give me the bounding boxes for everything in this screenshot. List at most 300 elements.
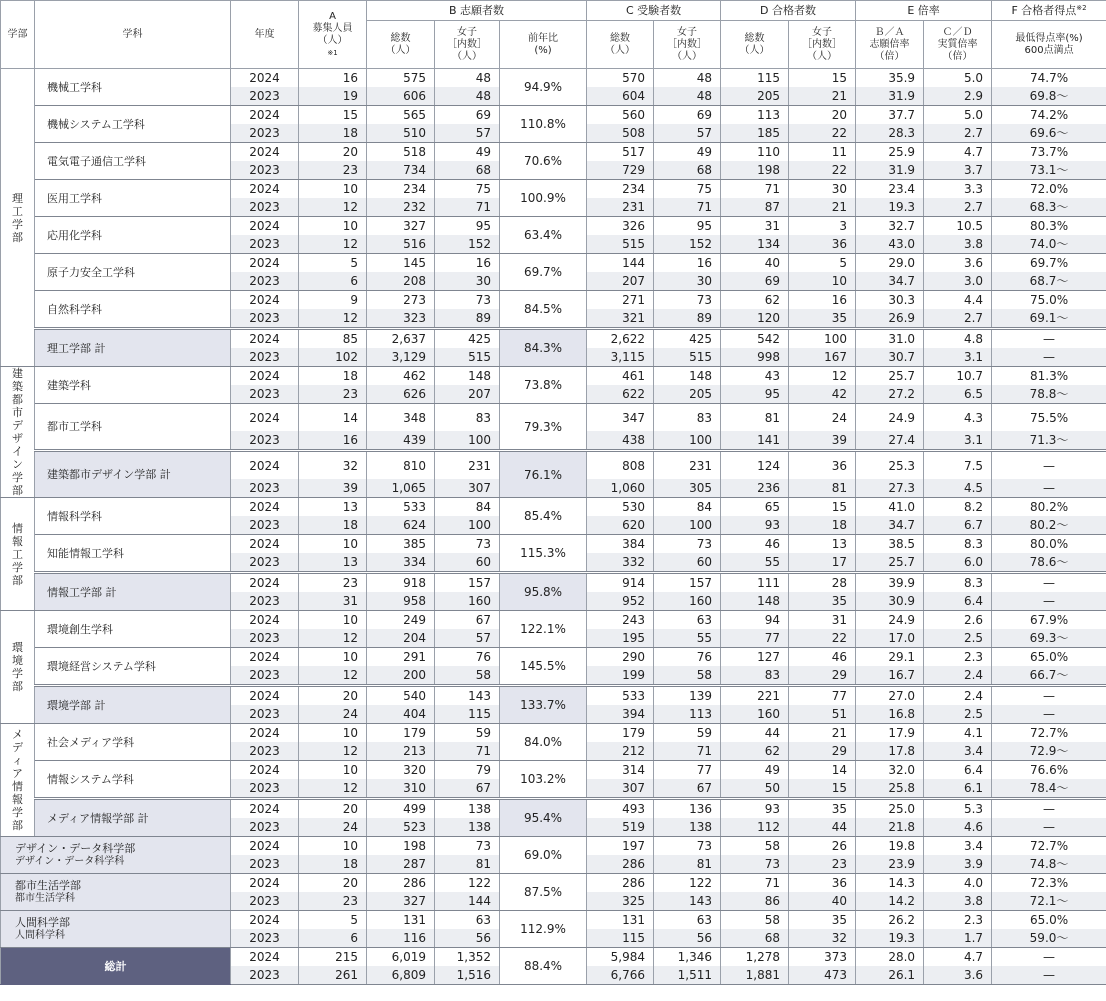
cell-applicants-female: 48 — [435, 69, 500, 88]
cell-examinees-female: 136 — [654, 799, 721, 819]
cell-examinees-female: 157 — [654, 573, 721, 593]
cell-passers-female: 77 — [789, 686, 856, 706]
dept-name: 環境経営システム学科 — [35, 648, 231, 686]
cell-year: 2023 — [231, 553, 299, 573]
cell-applicants-total: 523 — [367, 818, 435, 837]
cell-applicants-total: 575 — [367, 69, 435, 88]
cell-quota: 12 — [299, 629, 367, 648]
grand-total-label: 総計 — [1, 948, 231, 985]
cell-ba-ratio: 14.3 — [856, 874, 924, 893]
cell-examinees-female: 89 — [654, 309, 721, 329]
cell-cd-ratio: 5.0 — [924, 106, 992, 125]
cell-ba-ratio: 35.9 — [856, 69, 924, 88]
cell-min-score: — — [992, 966, 1106, 985]
cell-cd-ratio: 3.3 — [924, 180, 992, 199]
cell-applicants-total: 404 — [367, 705, 435, 724]
cell-ba-ratio: 29.0 — [856, 254, 924, 273]
cell-examinees-total: 286 — [587, 855, 654, 874]
table-row — [1, 180, 1106, 199]
cell-applicants-total: 310 — [367, 779, 435, 799]
table-row — [1, 948, 1106, 967]
cell-applicants-total: 232 — [367, 198, 435, 217]
cell-year: 2024 — [231, 217, 299, 236]
cell-passers-total: 110 — [721, 143, 789, 162]
cell-passers-female: 42 — [789, 385, 856, 404]
cell-quota: 12 — [299, 235, 367, 254]
cell-ba-ratio: 34.7 — [856, 516, 924, 535]
cell-quota: 12 — [299, 742, 367, 761]
cell-ba-ratio: 39.9 — [856, 573, 924, 593]
cell-examinees-total: 144 — [587, 254, 654, 273]
table-row — [1, 404, 1106, 432]
cell-cd-ratio: 3.4 — [924, 837, 992, 856]
cell-quota: 20 — [299, 874, 367, 893]
cell-applicants-total: 439 — [367, 431, 435, 451]
cell-quota: 19 — [299, 87, 367, 106]
cell-examinees-total: 533 — [587, 686, 654, 706]
cell-applicants-total: 462 — [367, 367, 435, 386]
cell-applicants-total: 565 — [367, 106, 435, 125]
cell-year: 2024 — [231, 451, 299, 480]
cell-cd-ratio: 3.7 — [924, 161, 992, 180]
cell-quota: 20 — [299, 143, 367, 162]
cell-quota: 10 — [299, 761, 367, 780]
cell-min-score: 69.1～ — [992, 309, 1106, 329]
cell-examinees-total: 243 — [587, 611, 654, 630]
cell-passers-total: 81 — [721, 404, 789, 432]
cell-min-score: 59.0～ — [992, 929, 1106, 948]
cell-applicants-female: 81 — [435, 855, 500, 874]
cell-quota: 9 — [299, 291, 367, 310]
cell-ba-ratio: 26.2 — [856, 911, 924, 930]
cell-prev-year-ratio: 100.9% — [500, 180, 587, 217]
cell-applicants-female: 148 — [435, 367, 500, 386]
cell-examinees-total: 290 — [587, 648, 654, 667]
cell-cd-ratio: 2.3 — [924, 648, 992, 667]
cell-examinees-total: 517 — [587, 143, 654, 162]
cell-applicants-female: 58 — [435, 666, 500, 686]
cell-applicants-total: 273 — [367, 291, 435, 310]
table-row — [1, 291, 1106, 310]
cell-passers-total: 141 — [721, 431, 789, 451]
cell-prev-year-ratio: 112.9% — [500, 911, 587, 948]
dept-name: 医用工学科 — [35, 180, 231, 217]
cell-applicants-female: 231 — [435, 451, 500, 480]
cell-year: 2023 — [231, 516, 299, 535]
cell-cd-ratio: 3.6 — [924, 254, 992, 273]
cell-min-score: 74.2% — [992, 106, 1106, 125]
cell-quota: 10 — [299, 837, 367, 856]
cell-year: 2024 — [231, 367, 299, 386]
cell-ba-ratio: 26.1 — [856, 966, 924, 985]
faculty-label — [1, 367, 35, 498]
cell-passers-female: 14 — [789, 761, 856, 780]
dept-name: 環境創生学科 — [35, 611, 231, 648]
cell-min-score: 69.3～ — [992, 629, 1106, 648]
cell-quota: 18 — [299, 516, 367, 535]
cell-passers-female: 373 — [789, 948, 856, 967]
cell-ba-ratio: 16.8 — [856, 705, 924, 724]
cell-cd-ratio: 6.1 — [924, 779, 992, 799]
cell-year: 2024 — [231, 761, 299, 780]
dept-name: 原子力安全工学科 — [35, 254, 231, 291]
dept-name: 機械工学科 — [35, 69, 231, 106]
cell-applicants-total: 6,019 — [367, 948, 435, 967]
cell-year: 2023 — [231, 348, 299, 367]
cell-applicants-female: 57 — [435, 124, 500, 143]
cell-applicants-female: 71 — [435, 198, 500, 217]
cell-examinees-female: 122 — [654, 874, 721, 893]
cell-examinees-female: 77 — [654, 761, 721, 780]
cell-passers-total: 62 — [721, 291, 789, 310]
cell-passers-female: 35 — [789, 309, 856, 329]
cell-min-score: 66.7～ — [992, 666, 1106, 686]
cell-quota: 15 — [299, 106, 367, 125]
cell-cd-ratio: 2.6 — [924, 611, 992, 630]
cell-cd-ratio: 2.4 — [924, 686, 992, 706]
cell-applicants-female: 56 — [435, 929, 500, 948]
cell-cd-ratio: 2.7 — [924, 198, 992, 217]
cell-examinees-total: 461 — [587, 367, 654, 386]
min-score-header: 最低得点率(%) 600点満点 — [992, 21, 1106, 69]
cell-year: 2024 — [231, 535, 299, 554]
cell-applicants-total: 291 — [367, 648, 435, 667]
cell-passers-female: 15 — [789, 498, 856, 517]
cell-passers-total: 69 — [721, 272, 789, 291]
cell-ba-ratio: 28.0 — [856, 948, 924, 967]
cell-passers-total: 71 — [721, 180, 789, 199]
cell-applicants-total: 131 — [367, 911, 435, 930]
cell-min-score: 78.4～ — [992, 779, 1106, 799]
cell-cd-ratio: 2.7 — [924, 124, 992, 143]
cell-passers-female: 29 — [789, 742, 856, 761]
cell-examinees-total: 115 — [587, 929, 654, 948]
cell-prev-year-ratio: 133.7% — [500, 686, 587, 724]
cell-min-score: 65.0% — [992, 911, 1106, 930]
cell-passers-total: 112 — [721, 818, 789, 837]
cell-ba-ratio: 25.7 — [856, 367, 924, 386]
cell-applicants-female: 157 — [435, 573, 500, 593]
cell-applicants-total: 1,065 — [367, 479, 435, 498]
dept-name: 情報システム学科 — [35, 761, 231, 799]
cell-year: 2023 — [231, 235, 299, 254]
cell-examinees-female: 71 — [654, 198, 721, 217]
table-row — [1, 911, 1106, 930]
cell-applicants-total: 6,809 — [367, 966, 435, 985]
cell-examinees-female: 57 — [654, 124, 721, 143]
cell-quota: 5 — [299, 254, 367, 273]
cell-examinees-total: 620 — [587, 516, 654, 535]
cell-examinees-female: 55 — [654, 629, 721, 648]
cell-applicants-total: 200 — [367, 666, 435, 686]
cell-examinees-total: 952 — [587, 592, 654, 611]
faculty-name: デザイン・データ科学部 — [15, 842, 136, 855]
cell-applicants-female: 63 — [435, 911, 500, 930]
cell-examinees-female: 76 — [654, 648, 721, 667]
cell-quota: 10 — [299, 648, 367, 667]
cell-examinees-total: 394 — [587, 705, 654, 724]
cell-passers-total: 43 — [721, 367, 789, 386]
cell-quota: 23 — [299, 573, 367, 593]
cell-prev-year-ratio: 115.3% — [500, 535, 587, 573]
cell-cd-ratio: 2.9 — [924, 87, 992, 106]
cell-examinees-female: 84 — [654, 498, 721, 517]
table-row — [1, 724, 1106, 743]
cell-passers-total: 1,278 — [721, 948, 789, 967]
cell-min-score: 71.3～ — [992, 431, 1106, 451]
cell-cd-ratio: 4.6 — [924, 818, 992, 837]
cell-examinees-total: 438 — [587, 431, 654, 451]
faculty-label — [1, 69, 35, 367]
cell-year: 2023 — [231, 385, 299, 404]
dept-name: 知能情報工学科 — [35, 535, 231, 573]
cell-passers-total: 134 — [721, 235, 789, 254]
cell-examinees-female: 515 — [654, 348, 721, 367]
cell-examinees-female: 73 — [654, 837, 721, 856]
cell-examinees-total: 1,060 — [587, 479, 654, 498]
cell-ba-ratio: 25.9 — [856, 143, 924, 162]
cell-year: 2023 — [231, 818, 299, 837]
faculty-total-name: 建築都市デザイン学部 計 — [35, 451, 231, 498]
faculty-label — [1, 611, 35, 724]
cell-applicants-female: 68 — [435, 161, 500, 180]
cell-passers-female: 167 — [789, 348, 856, 367]
cell-examinees-female: 49 — [654, 143, 721, 162]
cell-cd-ratio: 6.4 — [924, 592, 992, 611]
cell-cd-ratio: 5.0 — [924, 69, 992, 88]
cell-examinees-total: 321 — [587, 309, 654, 329]
cell-examinees-total: 530 — [587, 498, 654, 517]
cell-passers-total: 111 — [721, 573, 789, 593]
cell-examinees-total: 197 — [587, 837, 654, 856]
cell-applicants-female: 152 — [435, 235, 500, 254]
cell-examinees-total: 914 — [587, 573, 654, 593]
cell-prev-year-ratio: 95.8% — [500, 573, 587, 611]
faculty-name: 情報工学部 — [12, 521, 23, 587]
cell-quota: 6 — [299, 272, 367, 291]
cell-applicants-total: 958 — [367, 592, 435, 611]
cell-applicants-total: 499 — [367, 799, 435, 819]
cell-year: 2023 — [231, 666, 299, 686]
cell-min-score: 68.7～ — [992, 272, 1106, 291]
cell-year: 2024 — [231, 404, 299, 432]
cell-passers-total: 46 — [721, 535, 789, 554]
faculty-name: 建築都市デザイン学部 — [12, 367, 23, 497]
cell-applicants-female: 79 — [435, 761, 500, 780]
cell-quota: 18 — [299, 367, 367, 386]
cell-examinees-total: 5,984 — [587, 948, 654, 967]
cell-min-score: — — [992, 705, 1106, 724]
cell-examinees-female: 75 — [654, 180, 721, 199]
cell-examinees-female: 67 — [654, 779, 721, 799]
cell-passers-total: 221 — [721, 686, 789, 706]
note-1: ※1 — [327, 48, 338, 57]
cell-examinees-total: 195 — [587, 629, 654, 648]
cell-year: 2024 — [231, 329, 299, 349]
table-row — [1, 69, 1106, 88]
table-row — [1, 367, 1106, 386]
cell-quota: 14 — [299, 404, 367, 432]
cell-min-score: 74.0～ — [992, 235, 1106, 254]
cell-passers-female: 15 — [789, 779, 856, 799]
header-year: 年度 — [231, 1, 299, 69]
dept-name: 自然科学科 — [35, 291, 231, 329]
cell-passers-female: 100 — [789, 329, 856, 349]
cell-examinees-female: 148 — [654, 367, 721, 386]
cell-min-score: 74.7% — [992, 69, 1106, 88]
cell-examinees-female: 63 — [654, 911, 721, 930]
cell-ba-ratio: 25.0 — [856, 799, 924, 819]
cell-quota: 16 — [299, 69, 367, 88]
cell-prev-year-ratio: 103.2% — [500, 761, 587, 799]
cell-ba-ratio: 19.3 — [856, 198, 924, 217]
cell-year: 2023 — [231, 198, 299, 217]
cell-examinees-female: 56 — [654, 929, 721, 948]
dept-name: 都市工学科 — [35, 404, 231, 451]
cell-applicants-female: 30 — [435, 272, 500, 291]
cell-passers-total: 185 — [721, 124, 789, 143]
cell-passers-female: 11 — [789, 143, 856, 162]
cell-passers-total: 198 — [721, 161, 789, 180]
cell-min-score: — — [992, 479, 1106, 498]
cell-min-score: 80.3% — [992, 217, 1106, 236]
cell-min-score: 76.6% — [992, 761, 1106, 780]
cell-quota: 12 — [299, 779, 367, 799]
dept-name: 応用化学科 — [35, 217, 231, 254]
cell-ba-ratio: 31.9 — [856, 87, 924, 106]
table-row — [1, 874, 1106, 893]
cell-examinees-total: 271 — [587, 291, 654, 310]
cell-quota: 20 — [299, 686, 367, 706]
cell-min-score: 81.3% — [992, 367, 1106, 386]
cell-ba-ratio: 21.8 — [856, 818, 924, 837]
cell-passers-female: 21 — [789, 198, 856, 217]
cell-year: 2024 — [231, 874, 299, 893]
cell-ba-ratio: 25.8 — [856, 779, 924, 799]
cell-quota: 20 — [299, 799, 367, 819]
cell-cd-ratio: 2.4 — [924, 666, 992, 686]
cell-examinees-total: 604 — [587, 87, 654, 106]
cell-passers-female: 31 — [789, 611, 856, 630]
cell-prev-year-ratio: 95.4% — [500, 799, 587, 837]
faculty-name: 都市生活学部 — [15, 879, 81, 892]
cell-cd-ratio: 3.4 — [924, 742, 992, 761]
header-quota: A 募集人員 （人） $^{※1}$ — [299, 1, 367, 69]
cell-passers-female: 10 — [789, 272, 856, 291]
cell-examinees-total: 729 — [587, 161, 654, 180]
cell-applicants-female: 73 — [435, 535, 500, 554]
cell-examinees-female: 95 — [654, 217, 721, 236]
cell-applicants-total: 518 — [367, 143, 435, 162]
cell-applicants-female: 138 — [435, 799, 500, 819]
table-row — [1, 611, 1106, 630]
cell-ba-ratio: 30.9 — [856, 592, 924, 611]
cell-examinees-female: 30 — [654, 272, 721, 291]
cell-quota: 39 — [299, 479, 367, 498]
cell-examinees-total: 560 — [587, 106, 654, 125]
cell-applicants-total: 327 — [367, 217, 435, 236]
header-passers: D 合格者数 — [721, 1, 856, 21]
cell-passers-total: 148 — [721, 592, 789, 611]
cell-examinees-female: 16 — [654, 254, 721, 273]
dept-name: 建築学科 — [35, 367, 231, 404]
cell-min-score: 73.1～ — [992, 161, 1106, 180]
cell-quota: 261 — [299, 966, 367, 985]
cell-applicants-total: 334 — [367, 553, 435, 573]
cell-passers-total: 73 — [721, 855, 789, 874]
cell-min-score: 72.1～ — [992, 892, 1106, 911]
cell-passers-total: 65 — [721, 498, 789, 517]
cell-examinees-female: 143 — [654, 892, 721, 911]
applicants-female-header: 女子 ［内数］ （人） — [435, 21, 500, 69]
cell-prev-year-ratio: 70.6% — [500, 143, 587, 180]
cell-min-score: 80.2～ — [992, 516, 1106, 535]
cell-examinees-female: 152 — [654, 235, 721, 254]
cell-cd-ratio: 4.7 — [924, 948, 992, 967]
cell-applicants-female: 89 — [435, 309, 500, 329]
cell-prev-year-ratio: 73.8% — [500, 367, 587, 404]
table-row — [1, 535, 1106, 554]
cell-quota: 10 — [299, 724, 367, 743]
cell-passers-total: 86 — [721, 892, 789, 911]
cell-quota: 215 — [299, 948, 367, 967]
cell-passers-total: 93 — [721, 799, 789, 819]
cell-applicants-female: 73 — [435, 837, 500, 856]
cell-year: 2024 — [231, 143, 299, 162]
cell-year: 2024 — [231, 69, 299, 88]
cell-quota: 23 — [299, 161, 367, 180]
dept-name: 都市生活学科 — [15, 893, 75, 904]
cell-year: 2024 — [231, 911, 299, 930]
cell-quota: 24 — [299, 818, 367, 837]
cell-passers-total: 55 — [721, 553, 789, 573]
cell-year: 2024 — [231, 573, 299, 593]
cell-quota: 18 — [299, 855, 367, 874]
cell-min-score: — — [992, 329, 1106, 349]
cell-examinees-total: 199 — [587, 666, 654, 686]
cell-min-score: 80.2% — [992, 498, 1106, 517]
cell-ba-ratio: 25.3 — [856, 451, 924, 480]
cell-passers-female: 22 — [789, 124, 856, 143]
cell-ba-ratio: 17.9 — [856, 724, 924, 743]
cell-examinees-total: 326 — [587, 217, 654, 236]
cell-min-score: — — [992, 573, 1106, 593]
cell-passers-female: 22 — [789, 161, 856, 180]
cell-examinees-female: 68 — [654, 161, 721, 180]
cell-examinees-female: 58 — [654, 666, 721, 686]
cell-min-score: 73.7% — [992, 143, 1106, 162]
cell-examinees-female: 100 — [654, 431, 721, 451]
cell-min-score: 72.3% — [992, 874, 1106, 893]
faculty-name: 環境学部 — [12, 641, 23, 693]
cell-min-score: — — [992, 451, 1106, 480]
cell-examinees-total: 3,115 — [587, 348, 654, 367]
cell-examinees-total: 207 — [587, 272, 654, 291]
cell-prev-year-ratio: 76.1% — [500, 451, 587, 498]
cell-min-score: 69.8～ — [992, 87, 1106, 106]
cell-examinees-total: 347 — [587, 404, 654, 432]
cell-passers-female: 24 — [789, 404, 856, 432]
cell-examinees-female: 160 — [654, 592, 721, 611]
cell-applicants-female: 49 — [435, 143, 500, 162]
table-row — [1, 329, 1106, 349]
cell-cd-ratio: 6.5 — [924, 385, 992, 404]
cell-ba-ratio: 30.3 — [856, 291, 924, 310]
cell-quota: 12 — [299, 309, 367, 329]
cell-year: 2023 — [231, 966, 299, 985]
cell-examinees-female: 73 — [654, 291, 721, 310]
cell-ba-ratio: 17.8 — [856, 742, 924, 761]
